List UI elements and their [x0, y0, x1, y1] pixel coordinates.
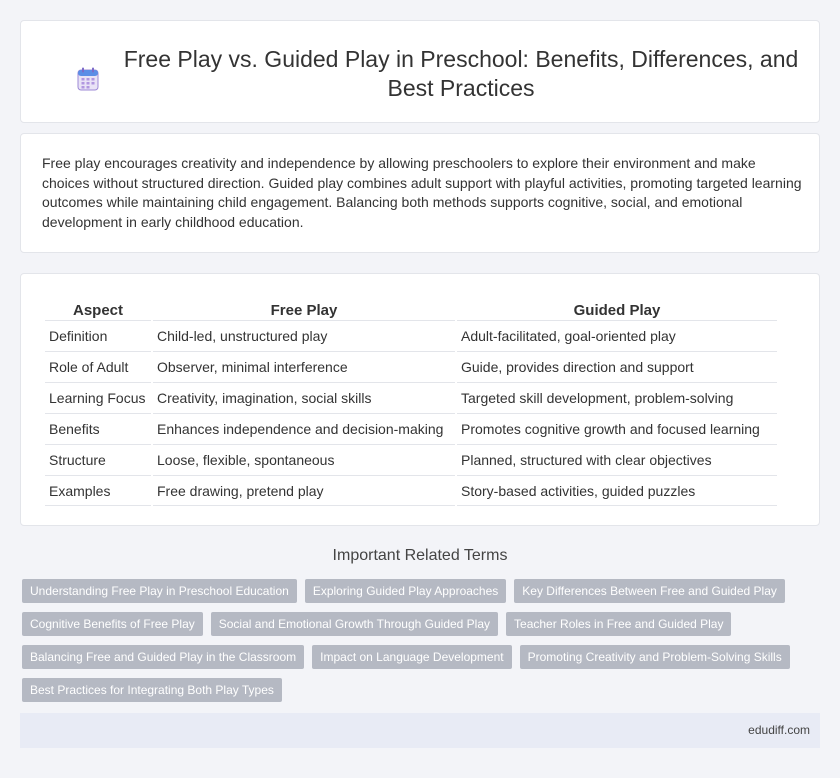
related-term-tag[interactable]: Exploring Guided Play Approaches — [305, 579, 506, 603]
comparison-card — [20, 273, 820, 526]
related-term-tag[interactable]: Cognitive Benefits of Free Play — [22, 612, 203, 636]
table-header-row — [45, 296, 777, 320]
cell-guided-play: Story-based activities, guided puzzles — [457, 475, 777, 506]
cell-aspect: Role of Adult — [45, 351, 151, 382]
related-term-tag[interactable]: Balancing Free and Guided Play in the Classroom — [22, 645, 304, 669]
cell-free-play: Loose, flexible, spontaneous — [153, 444, 455, 475]
cell-guided-play: Planned, structured with clear objectives — [457, 444, 777, 475]
related-term-tag[interactable]: Teacher Roles in Free and Guided Play — [506, 612, 731, 636]
cell-guided-play: Targeted skill development, problem-solving — [457, 382, 777, 413]
table-row — [45, 444, 777, 475]
cell-aspect: Structure — [45, 444, 151, 475]
related-term-tag[interactable]: Social and Emotional Growth Through Guided Play — [211, 612, 498, 636]
header-free-play: Free Play — [270, 302, 338, 319]
title-card — [20, 20, 820, 123]
cell-free-play: Creativity, imagination, social skills — [153, 382, 455, 413]
related-terms-list — [22, 579, 818, 702]
related-term-tag[interactable]: Understanding Free Play in Preschool Education — [22, 579, 297, 603]
related-term-tag[interactable]: Promoting Creativity and Problem-Solving Skills — [520, 645, 790, 669]
table-row — [45, 351, 777, 382]
header-aspect: Aspect — [72, 302, 124, 319]
header-guided-play: Guided Play — [573, 302, 661, 319]
cell-aspect: Definition — [45, 320, 151, 351]
table-row — [45, 382, 777, 413]
calendar-icon — [77, 67, 99, 91]
table-row — [45, 413, 777, 444]
cell-free-play: Observer, minimal interference — [153, 351, 455, 382]
intro-card — [20, 133, 820, 253]
cell-free-play: Free drawing, pretend play — [153, 475, 455, 506]
cell-aspect: Benefits — [45, 413, 151, 444]
cell-guided-play: Promotes cognitive growth and focused learning — [457, 413, 777, 444]
related-term-tag[interactable]: Impact on Language Development — [312, 645, 511, 669]
footer — [20, 713, 820, 748]
related-term-tag[interactable]: Key Differences Between Free and Guided Play — [514, 579, 785, 603]
comparison-table — [43, 296, 779, 506]
table-row — [45, 475, 777, 506]
intro-paragraph: Free play encourages creativity and independence by allowing preschoolers to explore their environment and make choices without structured direction. Guided play combines adult support with playful activities, promoting targeted learning outcomes while maintaining child engagement. Balancing both methods supports cognitive, social, and emotional development in early childhood education. — [42, 155, 802, 230]
page-title: Free Play vs. Guided Play in Preschool: Benefits, Differences, and Best Practices — [123, 46, 799, 101]
table-row — [45, 320, 777, 351]
cell-free-play: Enhances independence and decision-making — [153, 413, 455, 444]
footer-site-name: edudiff.com — [748, 723, 810, 737]
related-term-tag[interactable]: Best Practices for Integrating Both Play Types — [22, 678, 282, 702]
cell-aspect: Examples — [45, 475, 151, 506]
cell-free-play: Child-led, unstructured play — [153, 320, 455, 351]
cell-guided-play: Adult-facilitated, goal-oriented play — [457, 320, 777, 351]
cell-guided-play: Guide, provides direction and support — [457, 351, 777, 382]
cell-aspect: Learning Focus — [45, 382, 151, 413]
related-terms-heading: Important Related Terms — [332, 547, 508, 564]
